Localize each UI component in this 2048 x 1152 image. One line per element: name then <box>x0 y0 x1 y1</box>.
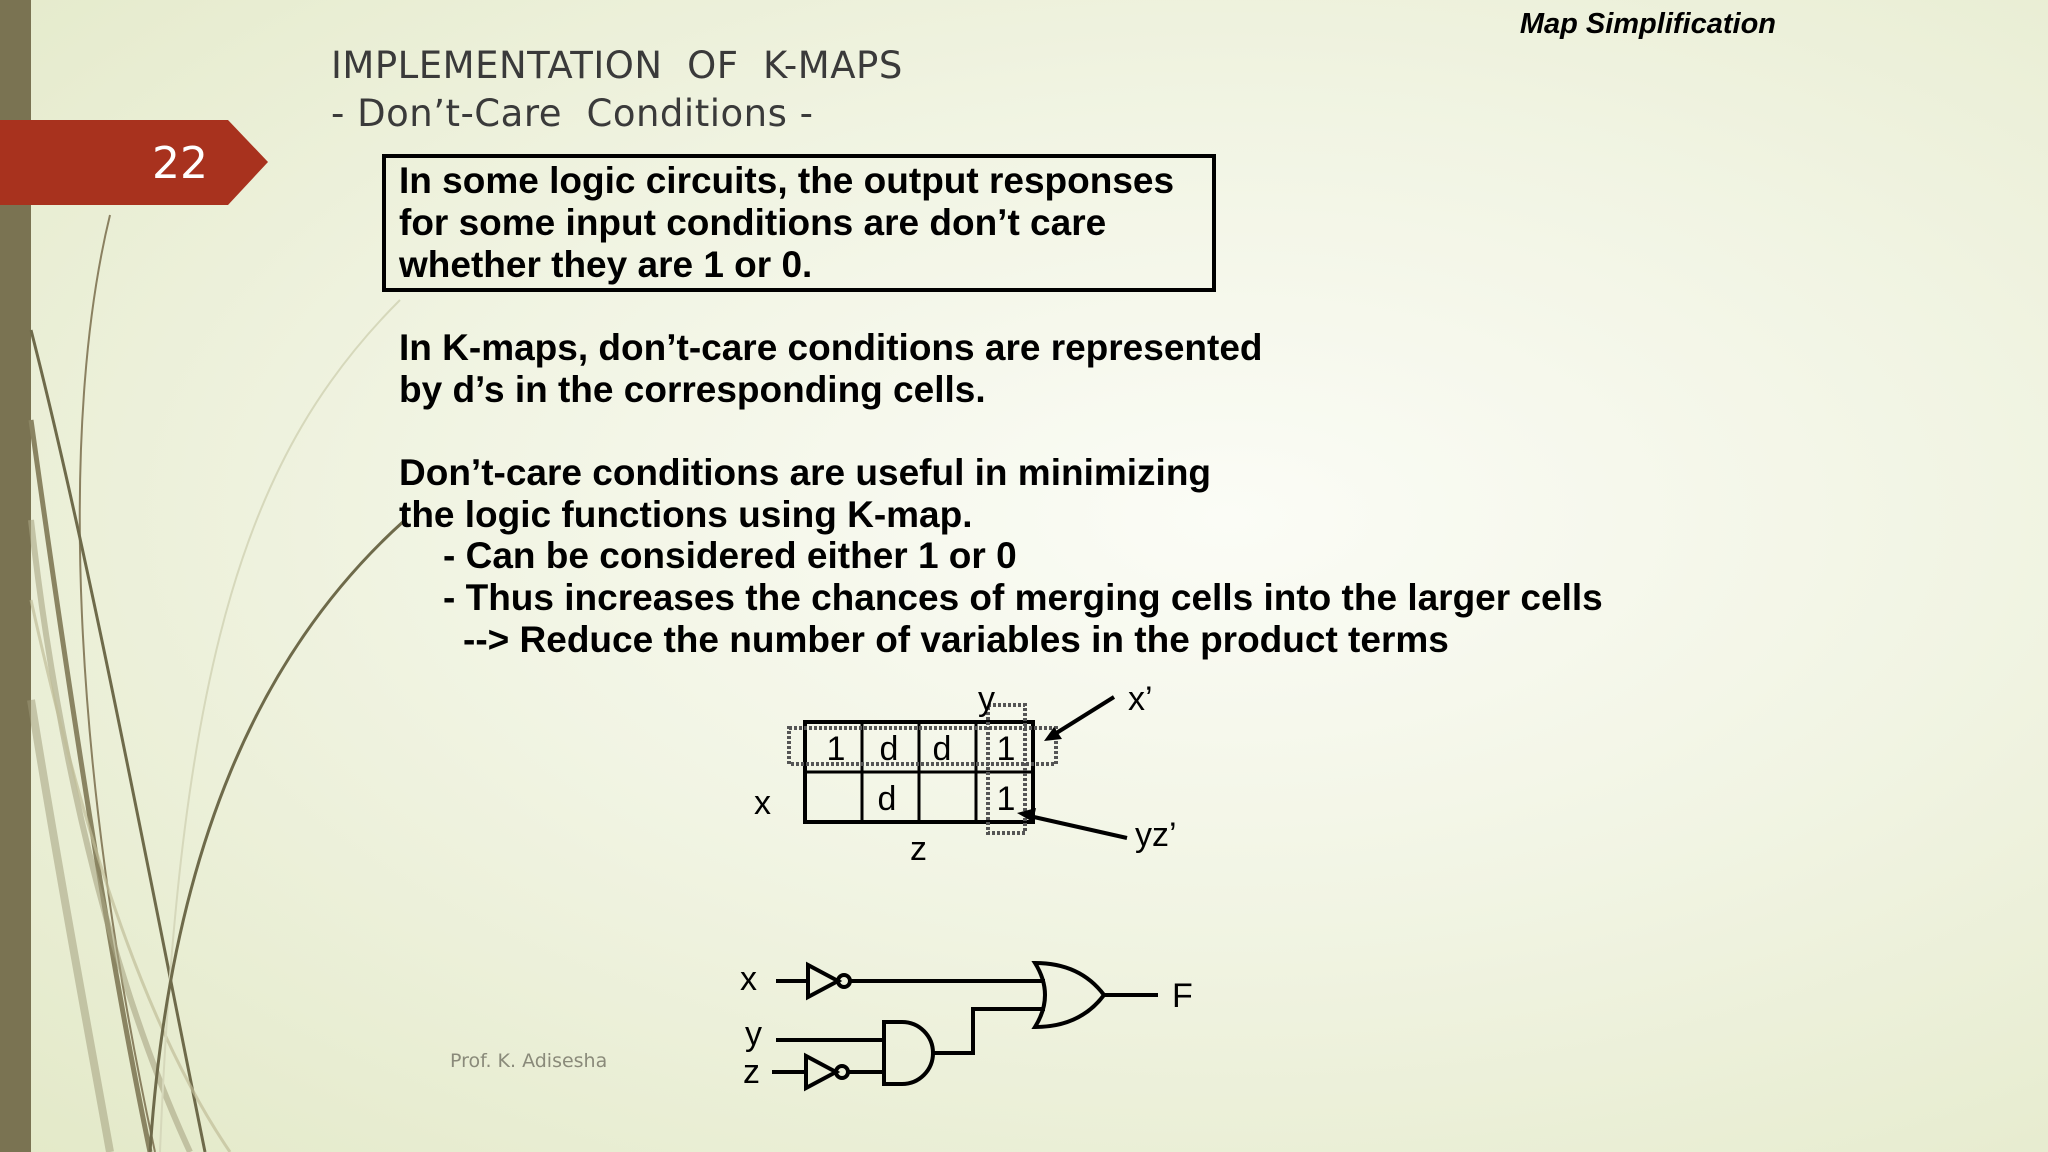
kmap-cell: 1 <box>826 730 846 768</box>
circuit-input-z: z <box>743 1053 760 1091</box>
kmap-label-x: x <box>754 784 771 822</box>
paragraph-line: by d’s in the corresponding cells. <box>399 369 986 410</box>
bullet-item: - Can be considered either 1 or 0 <box>443 535 1017 576</box>
paragraph-line: Don’t-care conditions are useful in minimizing <box>399 452 1212 493</box>
kmap-label-y: y <box>978 680 995 718</box>
kmap-label-z: z <box>910 830 927 868</box>
kmap-label-yzprime: yz’ <box>1135 816 1177 854</box>
circuit-input-x: x <box>740 960 757 998</box>
paragraph-line: the logic functions using K-map. <box>399 494 973 535</box>
slide-number: 22 <box>152 138 208 189</box>
kmap-cell: d <box>932 730 952 768</box>
kmap-cell: d <box>879 730 899 768</box>
bullet-item: --> Reduce the number of variables in the product terms <box>463 619 1449 660</box>
circuit-output-f: F <box>1172 977 1193 1015</box>
definition-line: for some input conditions are don’t care <box>399 202 1107 243</box>
slide-title-line1: IMPLEMENTATION OF K-MAPS <box>331 44 903 87</box>
kmap-label-xprime: x’ <box>1128 680 1153 718</box>
kmap-cell: d <box>877 780 897 818</box>
footer-author: Prof. K. Adisesha <box>450 1050 608 1072</box>
kmap-cell: 1 <box>996 780 1016 818</box>
logic-circuit <box>772 963 1158 1088</box>
bullet-item: - Thus increases the chances of merging cells into the larger cells <box>443 577 1603 618</box>
definition-line: In some logic circuits, the output responses <box>399 160 1175 201</box>
paragraph-line: In K-maps, don’t-care conditions are represented <box>399 327 1263 368</box>
definition-line: whether they are 1 or 0. <box>399 244 813 285</box>
arrow-to-xprime-group <box>1044 697 1114 741</box>
section-title: Map Simplification <box>1519 8 1776 40</box>
circuit-input-y: y <box>745 1015 762 1053</box>
slide-subtitle: - Don’t-Care Conditions - <box>331 92 814 135</box>
kmap-cell: 1 <box>996 730 1016 768</box>
